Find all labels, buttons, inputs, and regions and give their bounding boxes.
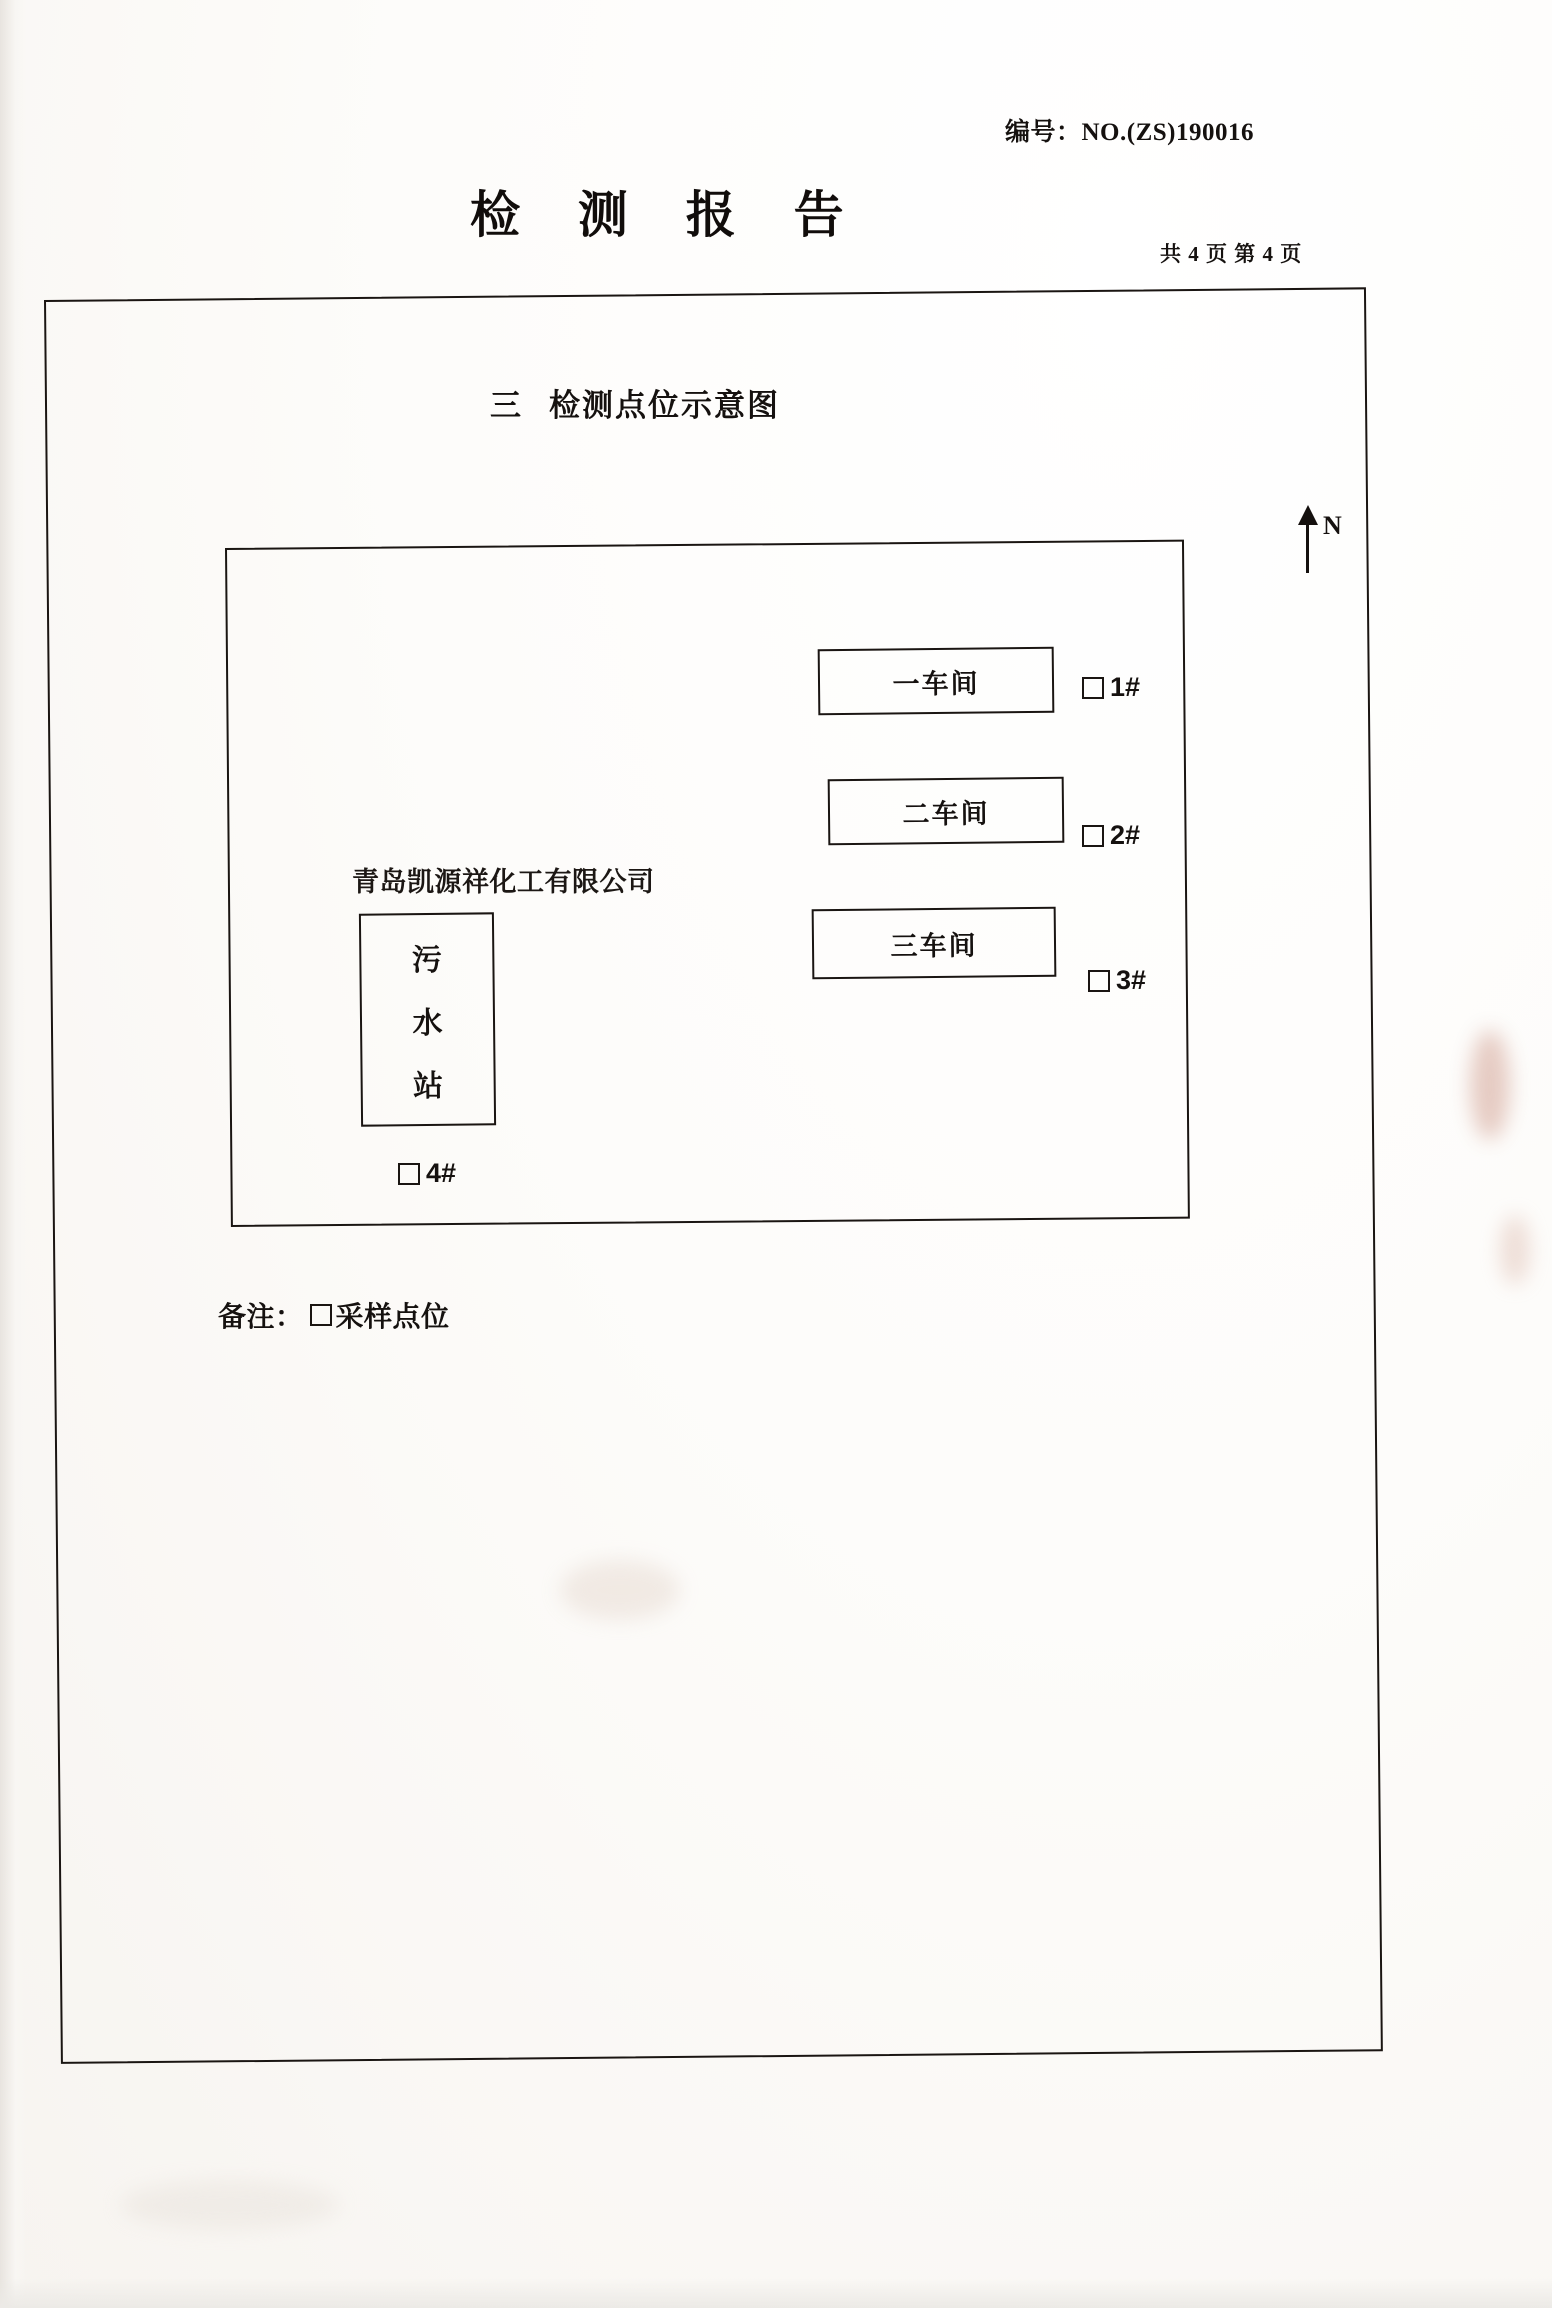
page-title: 检 测 报 告 xyxy=(470,187,866,243)
company-name: 青岛凯源祥化工有限公司 xyxy=(352,867,655,897)
sampling-point-label: 2# xyxy=(1110,820,1141,850)
remark-legend-text: 采样点位 xyxy=(335,1301,450,1332)
section-heading xyxy=(490,380,780,425)
page-count: 共 4 页 第 4 页 xyxy=(1160,242,1303,266)
north-arrow-icon xyxy=(1285,505,1345,585)
sampling-point-2 xyxy=(1082,820,1140,851)
sampling-point-marker-icon xyxy=(398,1163,420,1185)
sampling-point-4 xyxy=(398,1158,456,1189)
scan-smudge xyxy=(1500,1215,1530,1285)
section-index: 三 xyxy=(490,388,523,423)
sampling-point-1 xyxy=(1082,672,1140,703)
remark-line xyxy=(218,1295,450,1335)
scan-edge-bottom xyxy=(0,2278,1552,2308)
workshop-block-1: 一车间 xyxy=(818,647,1055,715)
north-arrow-stem xyxy=(1306,519,1309,573)
sampling-point-marker-icon xyxy=(1082,825,1104,847)
document-number: 编号：NO.(ZS)190016 xyxy=(1005,119,1254,146)
workshop-block-3: 三车间 xyxy=(812,907,1057,980)
sampling-point-3 xyxy=(1088,965,1146,996)
section-title: 检测点位示意图 xyxy=(549,388,780,423)
scan-smudge xyxy=(120,2180,340,2230)
wastewater-station-block xyxy=(359,912,496,1126)
remark-label: 备注： xyxy=(218,1301,304,1332)
sampling-point-label: 1# xyxy=(1110,672,1141,702)
sampling-point-label: 4# xyxy=(426,1158,457,1188)
wastewater-station-char-3: 站 xyxy=(413,1069,444,1103)
sampling-point-marker-icon xyxy=(1088,970,1110,992)
workshop-block-2: 二车间 xyxy=(828,777,1065,845)
sampling-point-label: 3# xyxy=(1116,965,1147,995)
scan-smudge xyxy=(1470,1030,1510,1140)
sampling-point-marker-icon xyxy=(1082,677,1104,699)
legend-marker-icon xyxy=(310,1304,332,1326)
wastewater-station-char-2: 水 xyxy=(412,1006,443,1040)
scan-edge-left xyxy=(0,0,26,2308)
north-arrow-label: N xyxy=(1323,511,1342,540)
wastewater-station-char-1: 污 xyxy=(411,943,443,977)
